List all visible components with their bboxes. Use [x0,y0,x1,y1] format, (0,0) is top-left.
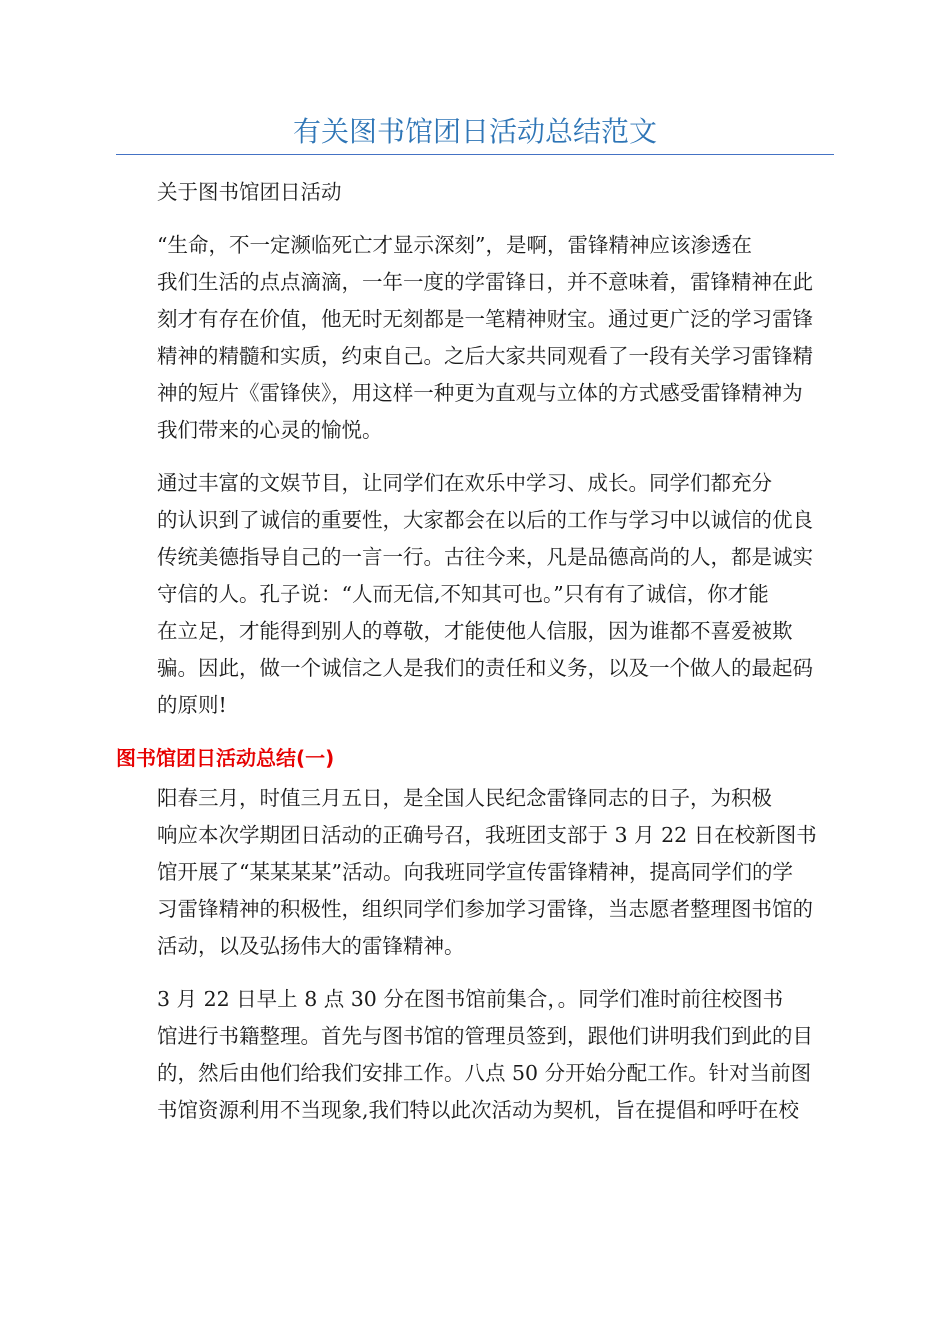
title-underline-rule [116,154,834,155]
text-line: 阳春三月，时值三月五日，是全国人民纪念雷锋同志的日子，为积极 [157,786,772,810]
text-line: 刻才有存在价值，他无时无刻都是一笔精神财宝。通过更广泛的学习雷锋 [157,307,813,331]
text-line: 书馆资源利用不当现象,我们特以此次活动为契机，旨在提倡和呼吁在校 [157,1098,800,1122]
text-line: 馆开展了“某某某某”活动。向我班同学宣传雷锋精神，提高同学们的学 [157,860,793,884]
text-line: 3 月 22 日早上 8 点 30 分在图书馆前集合，。同学们准时前往校图书 [157,987,784,1011]
paragraph-integrity [116,465,832,724]
text-line: 响应本次学期团日活动的正确号召，我班团支部于 3 月 22 日在校新图书 [157,823,817,847]
text-line: 活动，以及弘扬伟大的雷锋精神。 [157,934,465,958]
text-line: 精神的精髓和实质，约束自己。之后大家共同观看了一段有关学习雷锋精 [157,344,813,368]
text-line: 我们带来的心灵的愉悦。 [157,418,383,442]
paragraph-lei-feng-spirit [116,227,832,449]
paragraph-march-activity [116,780,832,965]
text-line: 通过丰富的文娱节目，让同学们在欢乐中学习、成长。同学们都充分 [157,471,772,495]
text-line: 传统美德指导自己的一言一行。古往今来，凡是品德高尚的人，都是诚实 [157,545,813,569]
text-line: 在立足，才能得到别人的尊敬，才能使他人信服，因为谁都不喜爱被欺 [157,619,793,643]
text-line: 的认识到了诚信的重要性，大家都会在以后的工作与学习中以诚信的优良 [157,508,813,532]
text-line: 骗。因此，做一个诚信之人是我们的责任和义务，以及一个做人的最起码 [157,656,813,680]
text-line: 习雷锋精神的积极性，组织同学们参加学习雷锋，当志愿者整理图书馆的 [157,897,813,921]
text-line: 我们生活的点点滴滴，一年一度的学雷锋日，并不意味着，雷锋精神在此 [157,270,813,294]
intro-paragraph [116,174,832,211]
text-line: 馆进行书籍整理。首先与图书馆的管理员签到，跟他们讲明我们到此的目 [157,1024,813,1048]
text-line: 神的短片《雷锋侠》，用这样一种更为直观与立体的方式感受雷锋精神为 [157,381,803,405]
text-line: 的原则! [157,693,227,717]
text-line: 的，然后由他们给我们安排工作。八点 50 分开始分配工作。针对当前图 [157,1061,812,1085]
text-line: 关于图书馆团日活动 [157,180,342,204]
text-line: “生命，不一定濒临死亡才显示深刻”，是啊，雷锋精神应该渗透在 [157,233,752,257]
text-line: 守信的人。孔子说：“人而无信,不知其可也。”只有有了诚信，你才能 [157,582,769,606]
document-title: 有关图书馆团日活动总结范文 [292,115,657,148]
document-body [116,174,832,1145]
section-heading: 图书馆团日活动总结(一) [116,746,335,770]
paragraph-library-work [116,981,832,1129]
